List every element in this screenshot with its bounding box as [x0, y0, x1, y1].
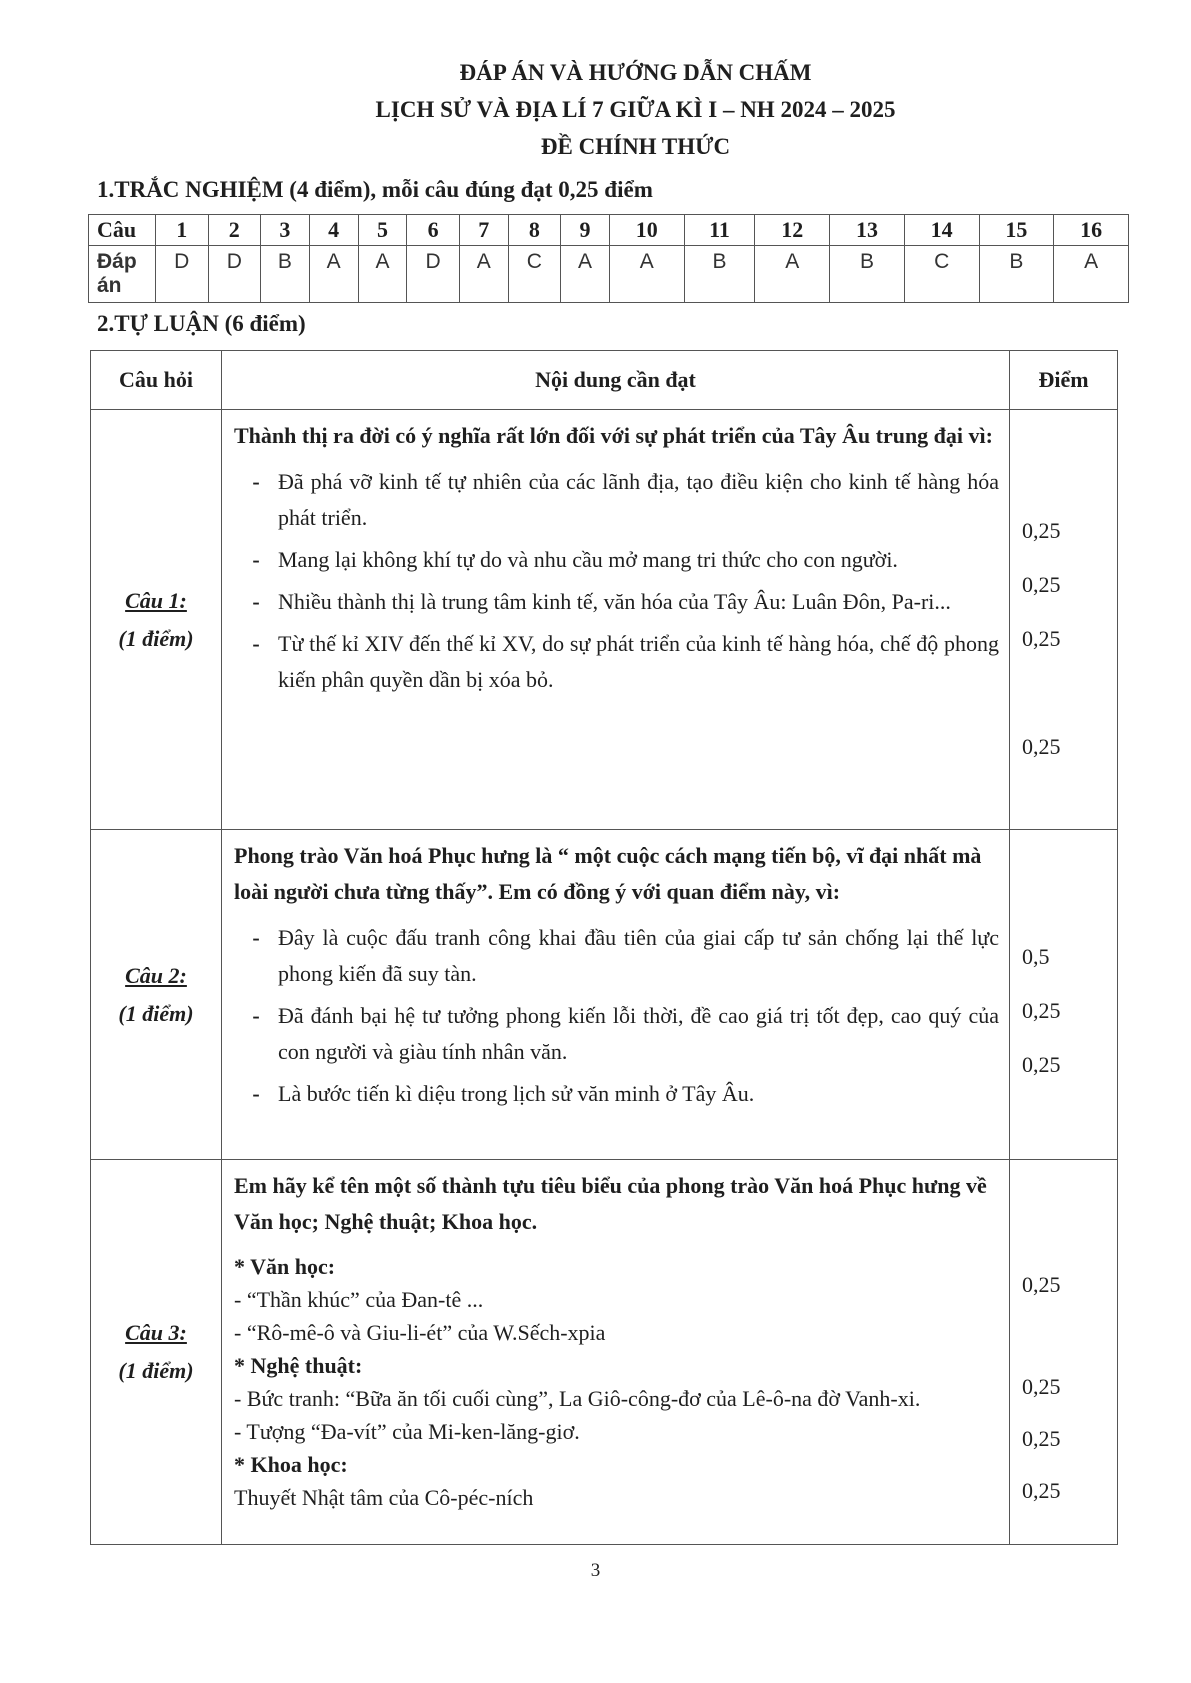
answer-point: [234, 920, 999, 992]
literature-item: - “Rô-mê-ô và Giu-li-ét” của W.Sếch-xpia: [234, 1320, 606, 1345]
col-header-content: Nội dung cần đạt: [222, 351, 1010, 410]
question-number: 16: [1054, 215, 1129, 246]
answer-cell: B: [261, 246, 310, 303]
essay-row-q1: [91, 410, 1118, 830]
points-cell: [1010, 1160, 1118, 1545]
question-number: 9: [561, 215, 610, 246]
science-item: Thuyết Nhật tâm của Cô-péc-ních: [234, 1485, 534, 1510]
question-label: Câu 1:: [125, 587, 187, 613]
answer-content: [222, 830, 1010, 1160]
answer-point: [234, 998, 999, 1070]
question-prompt: Thành thị ra đời có ý nghĩa rất lớn đối với sự phát triển của Tây Âu trung đại vì:: [234, 423, 993, 448]
point-value: 0,25: [1022, 1374, 1061, 1399]
point-value: 0,25: [1022, 518, 1061, 543]
question-label: Câu 3:: [125, 1320, 187, 1345]
question-score: (1 điểm): [118, 625, 194, 651]
point-value: 0,25: [1022, 998, 1061, 1023]
dash-marker: -: [252, 1003, 260, 1028]
question-number: 5: [358, 215, 407, 246]
point-value: 0,25: [1022, 1272, 1061, 1297]
page-number: 3: [590, 1560, 601, 1581]
answer-point: [234, 542, 999, 578]
answer-cell: D: [208, 246, 261, 303]
question-number: 15: [979, 215, 1054, 246]
question-label-cell: [91, 1160, 222, 1545]
points-cell: [1010, 410, 1118, 830]
art-item: - Bức tranh: “Bữa ăn tối cuối cùng”, La Giô-công-đơ của Lê-ô-na đờ Vanh-xi.: [234, 1386, 921, 1411]
doc-title: ĐÁP ÁN VÀ HƯỚNG DẪN CHẤM: [459, 60, 812, 85]
answer-content: [222, 410, 1010, 830]
essay-row-q3: [91, 1160, 1118, 1545]
answer-point-text: Đã đánh bại hệ tư tưởng phong kiến lỗi thời, đề cao giá trị tốt đẹp, cao quý của con người và giàu tính nhân văn.: [278, 1003, 999, 1064]
dash-marker: -: [252, 547, 260, 572]
question-number: 4: [309, 215, 358, 246]
point-value: 0,25: [1022, 1426, 1061, 1451]
dash-marker: -: [252, 1081, 260, 1106]
answer-cell: A: [309, 246, 358, 303]
point-value: 0,25: [1022, 626, 1061, 651]
question-label-cell: [91, 830, 222, 1160]
answer-cell: A: [358, 246, 407, 303]
answer-cell: D: [407, 246, 460, 303]
answer-content: [222, 1160, 1010, 1545]
answer-cell: A: [755, 246, 830, 303]
answer-cell: B: [830, 246, 905, 303]
answer-row-label: Đáp án: [89, 246, 156, 303]
question-number: 12: [755, 215, 830, 246]
col-header-question: Câu hỏi: [91, 351, 222, 410]
answer-cell: C: [508, 246, 561, 303]
question-number: 10: [609, 215, 684, 246]
section2-title: 2.TỰ LUẬN (6 điểm): [97, 311, 306, 336]
dash-marker: -: [252, 589, 260, 614]
art-heading: * Nghệ thuật:: [234, 1353, 363, 1378]
question-number: 1: [156, 215, 209, 246]
answer-cell: A: [1054, 246, 1129, 303]
essay-table: [90, 350, 1118, 1545]
question-prompt: Phong trào Văn hoá Phục hưng là “ một cuộc cách mạng tiến bộ, vĩ đại nhất mà loài người chưa từng thấy”. Em có đồng ý với quan điểm này, vì:: [234, 843, 982, 904]
answer-point: [234, 626, 999, 698]
answer-point-text: Mang lại không khí tự do và nhu cầu mở mang tri thức cho con người.: [278, 547, 898, 572]
multiple-choice-table: [88, 214, 1129, 303]
art-item: - Tượng “Đa-vít” của Mi-ken-lăng-giơ.: [234, 1419, 580, 1444]
answer-cell: B: [979, 246, 1054, 303]
answer-cell: A: [459, 246, 508, 303]
doc-status: ĐỀ CHÍNH THỨC: [540, 134, 731, 159]
answer-point: [234, 1076, 999, 1112]
answer-cell: D: [156, 246, 209, 303]
col-header-points: Điểm: [1010, 351, 1118, 410]
answer-point-text: Từ thế kỉ XIV đến thế kỉ XV, do sự phát triển của kinh tế hàng hóa, chế độ phong kiến phân quyền dần bị xóa bỏ.: [278, 631, 999, 692]
dash-marker: -: [252, 469, 260, 494]
literature-heading: * Văn học:: [234, 1254, 336, 1279]
section1-title: 1.TRẮC NGHIỆM (4 điểm), mỗi câu đúng đạt 0,25 điểm: [97, 177, 653, 202]
answer-point-text: Đã phá vỡ kinh tế tự nhiên của các lãnh địa, tạo điều kiện cho kinh tế hàng hóa phát triển.: [278, 469, 999, 530]
science-heading: * Khoa học:: [234, 1452, 348, 1477]
question-number: 7: [459, 215, 508, 246]
question-label: Câu 2:: [125, 962, 187, 988]
answer-point-text: Là bước tiến kì diệu trong lịch sử văn minh ở Tây Âu.: [278, 1081, 755, 1106]
point-value: 0,25: [1022, 1478, 1061, 1503]
point-value: 0,25: [1022, 734, 1061, 759]
answer-point: [234, 584, 999, 620]
question-label-cell: [91, 410, 222, 830]
question-prompt: Em hãy kể tên một số thành tựu tiêu biểu của phong trào Văn hoá Phục hưng về Văn học; Nghệ thuật; Khoa học.: [234, 1173, 987, 1234]
question-row-label: Câu: [89, 215, 156, 246]
answer-cell: C: [904, 246, 979, 303]
question-row: [89, 215, 1129, 246]
answer-cell: B: [684, 246, 755, 303]
answer-cell: A: [609, 246, 684, 303]
essay-header-row: [91, 351, 1118, 410]
literature-item: - “Thần khúc” của Đan-tê ...: [234, 1287, 484, 1312]
question-number: 11: [684, 215, 755, 246]
points-cell: [1010, 830, 1118, 1160]
point-value: 0,25: [1022, 572, 1061, 597]
answer-row: [89, 246, 1129, 303]
question-score: (1 điểm): [118, 1358, 194, 1383]
doc-subtitle: LỊCH SỬ VÀ ĐỊA LÍ 7 GIỮA KÌ I – NH 2024 – 2025: [375, 97, 896, 122]
question-number: 6: [407, 215, 460, 246]
question-number: 13: [830, 215, 905, 246]
answer-point-text: Đây là cuộc đấu tranh công khai đầu tiên của giai cấp tư sản chống lại thế lực phong kiến đã suy tàn.: [278, 925, 999, 986]
dash-marker: -: [252, 925, 260, 950]
question-number: 2: [208, 215, 261, 246]
answer-point: [234, 464, 999, 536]
point-value: 0,5: [1022, 944, 1050, 969]
question-number: 3: [261, 215, 310, 246]
essay-row-q2: [91, 830, 1118, 1160]
dash-marker: -: [252, 631, 260, 656]
question-number: 8: [508, 215, 561, 246]
question-number: 14: [904, 215, 979, 246]
point-value: 0,25: [1022, 1052, 1061, 1077]
answer-point-text: Nhiều thành thị là trung tâm kinh tế, văn hóa của Tây Âu: Luân Đôn, Pa-ri...: [278, 589, 951, 614]
question-score: (1 điểm): [118, 1000, 194, 1026]
answer-cell: A: [561, 246, 610, 303]
